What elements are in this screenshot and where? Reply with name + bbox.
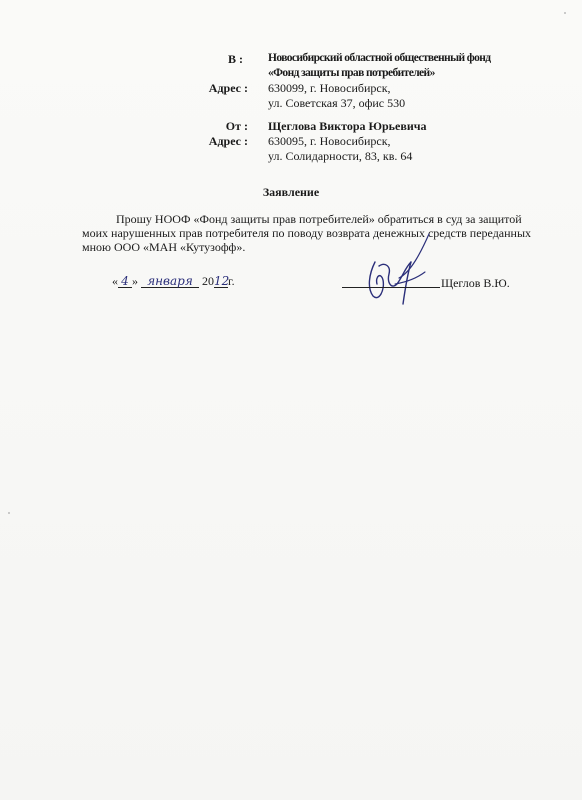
recipient-address-label: Адрес : [208,81,248,95]
recipient-address-line1: 630099, г. Новосибирск, [268,81,391,95]
from-label: От : [225,119,248,133]
document-title: Заявление [262,185,320,199]
body-text: Прошу НООФ «Фонд защиты прав потребителей» обратиться в суд за защитой моих нарушенных прав потребителя по поводу возврата денежных средств переданных мною ООО «МАН «Кутузофф». [82,212,532,254]
handwritten-signature [355,232,445,317]
recipient-org: Новосибирский областной общественный фонд [268,52,491,64]
scan-speck [564,12,566,14]
date-open-quote: « [112,274,118,288]
date-suffix: г. [228,274,235,288]
document-body [82,212,532,254]
sender-address-label: Адрес : [208,134,248,148]
to-label: В : [228,52,243,66]
recipient-address-line2: ул. Советская 37, офис 530 [268,96,406,110]
scan-speck [8,512,10,514]
signature-line [342,287,440,288]
sender-address-line1: 630095, г. Новосибирск, [268,134,391,148]
signer-name: Щеглов В.Ю. [441,276,510,290]
sender-name: Щеглова Виктора Юрьевича [268,119,427,133]
date-close-quote: » [132,274,138,288]
date-year: 12 [214,274,230,288]
sender-address-line2: ул. Солидарности, 83, кв. 64 [268,149,413,163]
date-century: 20 [202,274,214,288]
date-line [112,274,235,289]
recipient-org-name: «Фонд защиты прав потребителей» [268,67,435,79]
date-day: 4 [118,275,132,288]
date-month: января [141,275,199,288]
